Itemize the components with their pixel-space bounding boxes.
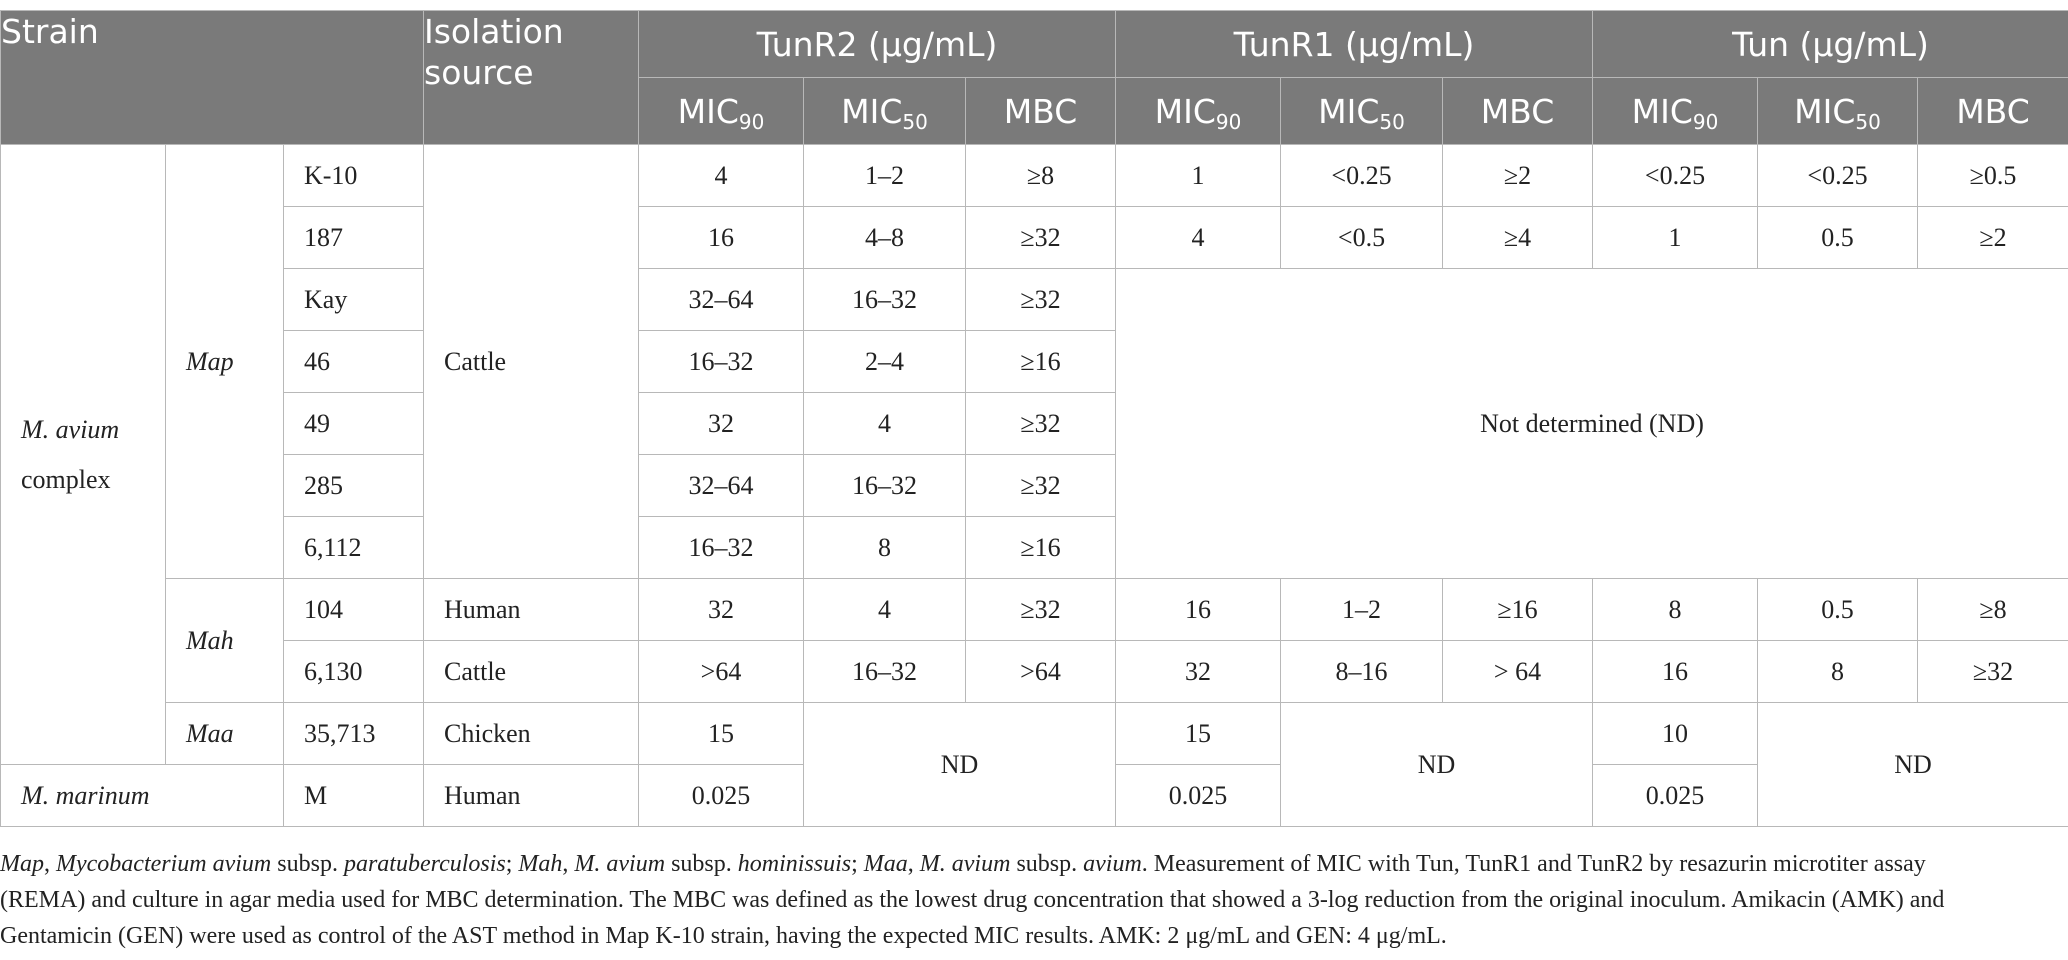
header-strain: Strain xyxy=(1,11,424,145)
species-mac: M. avium complex xyxy=(1,145,166,765)
value-cell: ≥16 xyxy=(1443,579,1593,641)
value-cell: ≥32 xyxy=(966,393,1116,455)
nd-cell: ND xyxy=(804,703,1116,827)
strain-id: K-10 xyxy=(284,145,424,207)
header-tun: Tun (μg/mL) xyxy=(1593,11,2068,78)
value-cell: ≥16 xyxy=(966,331,1116,393)
value-cell: 32–64 xyxy=(639,269,804,331)
strain-id: 49 xyxy=(284,393,424,455)
isolation-source-cell: Human xyxy=(424,765,639,827)
header-mbc: MBC xyxy=(966,78,1116,145)
table-row xyxy=(1,641,2068,703)
value-cell: 1 xyxy=(1116,145,1281,207)
value-cell: <0.25 xyxy=(1758,145,1918,207)
value-cell: 1–2 xyxy=(1281,579,1443,641)
value-cell: ≥8 xyxy=(1918,579,2068,641)
strain-id: 6,130 xyxy=(284,641,424,703)
isolation-source-cell: Human xyxy=(424,579,639,641)
header-mic90: $MIC_{90}$ xyxy=(639,78,804,145)
nd-cell: ND xyxy=(1281,703,1593,827)
table-row xyxy=(1,579,2068,641)
value-cell: 10 xyxy=(1593,703,1758,765)
value-cell: 0.5 xyxy=(1758,579,1918,641)
value-cell: ≥32 xyxy=(966,269,1116,331)
value-cell: 4–8 xyxy=(804,207,966,269)
value-cell: 0.025 xyxy=(1593,765,1758,827)
header-mic50: $MIC_{50}$ xyxy=(1281,78,1443,145)
table-footnote: Map, Mycobacterium avium subsp. paratuberculosis; Mah, M. avium subsp. hominissuis; Maa, M. avium subsp. avium. Measurement of MIC with Tun, TunR1 and TunR2 by resazurin microtiter assay (REMA) and culture in agar media used for MBC determination. The MBC was defined as the lowest drug concentration that showed a 3-log reduction from the original inoculum. Amikacin (AMK) and Gentamicin (GEN) were used as control of the AST method in Map K-10 strain, having the expected MIC results. AMK: 2 μg/mL and GEN: 4 μg/mL. xyxy=(0,851,1945,949)
value-cell: 0.5 xyxy=(1758,207,1918,269)
header-tunr2: TunR2 (μg/mL) xyxy=(639,11,1116,78)
value-cell: > 64 xyxy=(1443,641,1593,703)
value-cell: 32 xyxy=(639,393,804,455)
isolation-source-cell: Cattle xyxy=(424,641,639,703)
header-isolation-source: Isolation source xyxy=(424,11,639,145)
table-row xyxy=(1,703,2068,765)
value-cell: 8 xyxy=(804,517,966,579)
value-cell: 32–64 xyxy=(639,455,804,517)
value-cell: 16 xyxy=(1116,579,1281,641)
value-cell: ≥2 xyxy=(1443,145,1593,207)
value-cell: ≥32 xyxy=(966,207,1116,269)
value-cell: 2–4 xyxy=(804,331,966,393)
value-cell: 16–32 xyxy=(639,517,804,579)
value-cell: 1 xyxy=(1593,207,1758,269)
value-cell: 15 xyxy=(639,703,804,765)
nd-cell: ND xyxy=(1758,703,2068,827)
value-cell: 8 xyxy=(1593,579,1758,641)
value-cell: ≥2 xyxy=(1918,207,2068,269)
value-cell: 0.025 xyxy=(1116,765,1281,827)
table-row xyxy=(1,145,2068,207)
value-cell: 32 xyxy=(1116,641,1281,703)
strain-id: Kay xyxy=(284,269,424,331)
value-cell: ≥32 xyxy=(966,579,1116,641)
value-cell: 16 xyxy=(1593,641,1758,703)
value-cell: 4 xyxy=(1116,207,1281,269)
value-cell: >64 xyxy=(966,641,1116,703)
header-mic50: $MIC_{50}$ xyxy=(804,78,966,145)
not-determined-cell: Not determined (ND) xyxy=(1116,269,2068,579)
value-cell: 15 xyxy=(1116,703,1281,765)
value-cell: 1–2 xyxy=(804,145,966,207)
header-tunr1: TunR1 (μg/mL) xyxy=(1116,11,1593,78)
isolation-source-cell: Cattle xyxy=(424,145,639,579)
species-marinum: M. marinum xyxy=(1,765,284,827)
value-cell: 4 xyxy=(804,393,966,455)
strain-id: 187 xyxy=(284,207,424,269)
header-mic90: $MIC_{90}$ xyxy=(1593,78,1758,145)
strain-id: 6,112 xyxy=(284,517,424,579)
value-cell: 16–32 xyxy=(804,455,966,517)
table-row xyxy=(1,207,2068,269)
value-cell: ≥4 xyxy=(1443,207,1593,269)
value-cell: <0.25 xyxy=(1281,145,1443,207)
mic-table xyxy=(0,10,2068,827)
value-cell: 32 xyxy=(639,579,804,641)
value-cell: 8–16 xyxy=(1281,641,1443,703)
value-cell: 0.025 xyxy=(639,765,804,827)
strain-id: 104 xyxy=(284,579,424,641)
header-mbc: MBC xyxy=(1918,78,2068,145)
header-mbc: MBC xyxy=(1443,78,1593,145)
strain-id: 46 xyxy=(284,331,424,393)
value-cell: 4 xyxy=(639,145,804,207)
value-cell: >64 xyxy=(639,641,804,703)
value-cell: 16–32 xyxy=(639,331,804,393)
value-cell: <0.25 xyxy=(1593,145,1758,207)
value-cell: 8 xyxy=(1758,641,1918,703)
value-cell: ≥32 xyxy=(1918,641,2068,703)
subspecies-map: Map xyxy=(166,145,284,579)
subspecies-maa: Maa xyxy=(166,703,284,765)
isolation-source-cell: Chicken xyxy=(424,703,639,765)
value-cell: ≥16 xyxy=(966,517,1116,579)
value-cell: 16–32 xyxy=(804,269,966,331)
table-row xyxy=(1,269,2068,331)
header-mic50: $MIC_{50}$ xyxy=(1758,78,1918,145)
value-cell: ≥32 xyxy=(966,455,1116,517)
value-cell: 4 xyxy=(804,579,966,641)
value-cell: 16–32 xyxy=(804,641,966,703)
value-cell: ≥8 xyxy=(966,145,1116,207)
strain-id: 35,713 xyxy=(284,703,424,765)
subspecies-mah: Mah xyxy=(166,579,284,703)
value-cell: 16 xyxy=(639,207,804,269)
header-mic90: $MIC_{90}$ xyxy=(1116,78,1281,145)
strain-id: 285 xyxy=(284,455,424,517)
strain-id: M xyxy=(284,765,424,827)
value-cell: <0.5 xyxy=(1281,207,1443,269)
value-cell: ≥0.5 xyxy=(1918,145,2068,207)
